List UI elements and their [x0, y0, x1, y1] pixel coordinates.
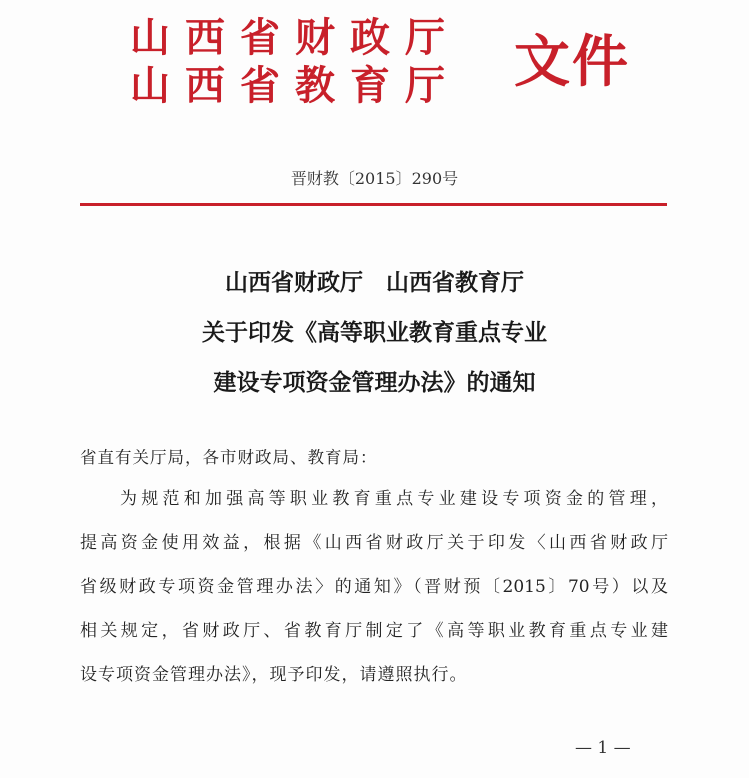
body-line: 提高资金使用效益，根据《山西省财政厅关于印发〈山西省财政厅 — [80, 533, 668, 553]
title-line-2: 关于印发《高等职业教育重点专业 — [202, 320, 547, 346]
body-line: 相关规定，省财政厅、省教育厅制定了《高等职业教育重点专业建 — [80, 621, 668, 641]
issuer-name-education: 山西省教育厅 — [130, 62, 460, 109]
document-number: 晋财教〔2015〕290号 — [290, 169, 459, 188]
body-line: 省级财政专项资金管理办法〉的通知》（晋财预〔2015〕70号）以及 — [80, 577, 668, 597]
page-number: — 1 — — [575, 738, 631, 758]
title-line-3: 建设专项资金管理办法》的通知 — [213, 370, 536, 396]
header-divider — [80, 203, 667, 206]
salutation: 省直有关厅局，各市财政局、教育局： — [80, 448, 378, 467]
body-line: 设专项资金管理办法》，现予印发，请遵照执行。 — [80, 665, 468, 685]
issuer-name-finance: 山西省财政厅 — [130, 14, 460, 61]
body-line: 为规范和加强高等职业教育重点专业建设专项资金的管理， — [120, 489, 668, 509]
title-line-1: 山西省财政厅 山西省教育厅 — [225, 270, 524, 296]
document-type-label: 文件 — [514, 29, 630, 95]
